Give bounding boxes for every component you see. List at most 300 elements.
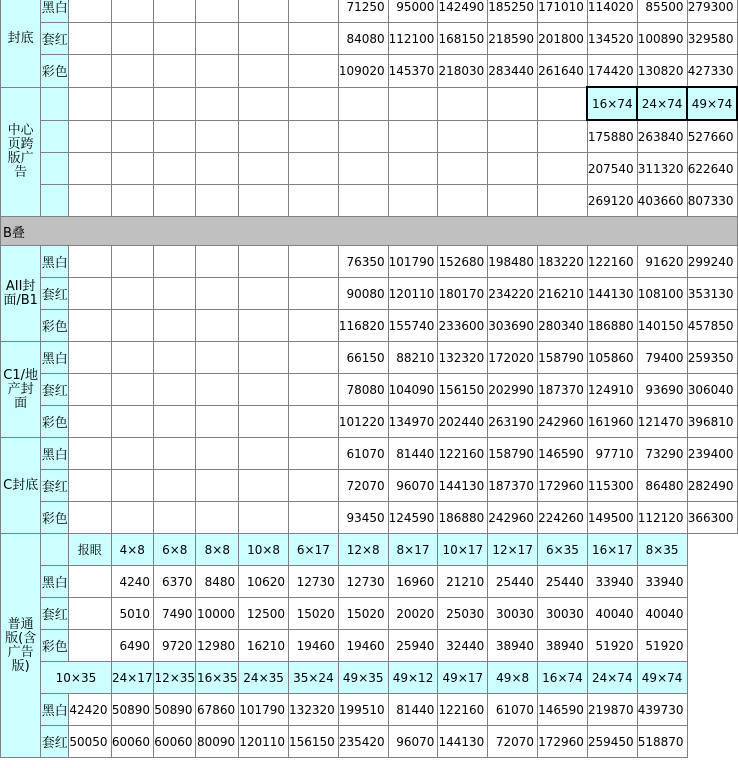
- price-cell: 233600: [438, 310, 488, 342]
- empty-cell: [154, 185, 196, 217]
- table-row: [1, 534, 738, 566]
- empty-cell: [196, 278, 239, 310]
- price-cell: 145370: [388, 55, 438, 88]
- price-cell: 144130: [438, 726, 488, 758]
- table-row: [1, 55, 738, 88]
- price-cell: 12730: [338, 566, 388, 598]
- price-cell: 218030: [438, 55, 488, 88]
- price-cell: 72070: [488, 726, 538, 758]
- price-cell: 101790: [388, 246, 438, 278]
- table-row: [1, 438, 738, 470]
- price-cell: 185250: [488, 0, 538, 23]
- price-cell: 142490: [438, 0, 488, 23]
- price-cell: 8480: [196, 566, 239, 598]
- price-cell: 172960: [538, 470, 588, 502]
- price-cell: 132320: [438, 342, 488, 374]
- price-cell: 439730: [637, 694, 687, 726]
- empty-cell: [154, 120, 196, 153]
- empty-cell: [111, 470, 153, 502]
- price-cell: 66150: [338, 342, 388, 374]
- size-header: 报眼: [69, 534, 111, 566]
- empty-cell: [154, 23, 196, 55]
- empty-cell: [196, 246, 239, 278]
- empty-cell: [111, 246, 153, 278]
- section-row: [1, 217, 738, 246]
- empty-cell: [239, 23, 289, 55]
- price-cell: 527660: [687, 120, 737, 153]
- price-cell: 207540: [587, 153, 637, 185]
- price-cell: 50890: [154, 694, 196, 726]
- price-cell: 51920: [637, 630, 687, 662]
- row-label: 彩色: [41, 502, 69, 534]
- price-cell: 187370: [538, 374, 588, 406]
- price-cell: 263840: [637, 120, 687, 153]
- empty-cell: [69, 438, 111, 470]
- size-header: 35×24: [289, 662, 339, 694]
- price-cell: 146590: [538, 694, 588, 726]
- empty-cell: [154, 87, 196, 120]
- price-cell: 51920: [587, 630, 637, 662]
- row-label: [41, 185, 69, 217]
- price-cell: 100890: [637, 23, 687, 55]
- empty-cell: [239, 87, 289, 120]
- price-cell: 91620: [637, 246, 687, 278]
- empty-cell: [111, 153, 153, 185]
- price-cell: 366300: [687, 502, 737, 534]
- price-cell: 149500: [587, 502, 637, 534]
- price-cell: 807330: [687, 185, 737, 217]
- empty-cell: [69, 406, 111, 438]
- empty-cell: [196, 502, 239, 534]
- empty-cell: [289, 87, 339, 120]
- price-cell: 186880: [438, 502, 488, 534]
- price-cell: 90080: [338, 278, 388, 310]
- price-cell: 33940: [587, 566, 637, 598]
- empty-cell: [154, 470, 196, 502]
- price-cell: 306040: [687, 374, 737, 406]
- price-cell: 93690: [637, 374, 687, 406]
- empty-cell: [488, 153, 538, 185]
- price-cell: 122160: [587, 246, 637, 278]
- empty-cell: [239, 278, 289, 310]
- empty-cell: [69, 566, 111, 598]
- size-header: 4×8: [111, 534, 153, 566]
- price-cell: 140150: [637, 310, 687, 342]
- price-cell: 7490: [154, 598, 196, 630]
- price-cell: 146590: [538, 438, 588, 470]
- price-cell: 25030: [438, 598, 488, 630]
- group-label: 封底: [1, 0, 41, 87]
- price-cell: 124590: [388, 502, 438, 534]
- empty-cell: [196, 185, 239, 217]
- price-cell: 219870: [587, 694, 637, 726]
- price-cell: 50050: [69, 726, 111, 758]
- table-row: [1, 406, 738, 438]
- price-cell: 108100: [637, 278, 687, 310]
- table-row: [1, 246, 738, 278]
- size-header: 16×35: [196, 662, 239, 694]
- row-label: 套红: [41, 726, 69, 758]
- empty-cell: [289, 502, 339, 534]
- price-cell: 21210: [438, 566, 488, 598]
- price-cell: 168150: [438, 23, 488, 55]
- empty-cell: [289, 438, 339, 470]
- empty-cell: [338, 185, 388, 217]
- price-cell: 19460: [289, 630, 339, 662]
- table-row: [1, 374, 738, 406]
- size-header: 8×17: [388, 534, 438, 566]
- price-cell: 280340: [538, 310, 588, 342]
- price-cell: 76350: [338, 246, 388, 278]
- price-cell: 105860: [587, 342, 637, 374]
- empty-cell: [196, 87, 239, 120]
- size-header: 12×35: [154, 662, 196, 694]
- row-label: 黑白: [41, 0, 69, 23]
- table-row: [1, 310, 738, 342]
- price-cell: 172960: [538, 726, 588, 758]
- price-cell: 353130: [687, 278, 737, 310]
- empty-cell: [69, 246, 111, 278]
- empty-cell: [239, 502, 289, 534]
- empty-cell: [239, 310, 289, 342]
- empty-cell: [289, 246, 339, 278]
- price-cell: 121470: [637, 406, 687, 438]
- empty-cell: [239, 55, 289, 88]
- size-header: 6×35: [538, 534, 588, 566]
- section-label: B叠: [1, 217, 738, 246]
- price-cell: 67860: [196, 694, 239, 726]
- price-cell: 124910: [587, 374, 637, 406]
- row-label: [41, 87, 69, 120]
- size-header: 12×17: [488, 534, 538, 566]
- empty-cell: [69, 23, 111, 55]
- table-row: [1, 502, 738, 534]
- price-cell: 40040: [637, 598, 687, 630]
- price-cell: 158790: [488, 438, 538, 470]
- price-cell: 61070: [338, 438, 388, 470]
- empty-cell: [338, 87, 388, 120]
- size-header: 16×74: [538, 662, 588, 694]
- price-cell: 239400: [687, 438, 737, 470]
- price-cell: 32440: [438, 630, 488, 662]
- price-cell: 186880: [587, 310, 637, 342]
- price-cell: 10000: [196, 598, 239, 630]
- price-cell: 10620: [239, 566, 289, 598]
- price-cell: 86480: [637, 470, 687, 502]
- empty-cell: [69, 55, 111, 88]
- price-cell: 25440: [488, 566, 538, 598]
- price-cell: 104090: [388, 374, 438, 406]
- size-header: 8×8: [196, 534, 239, 566]
- empty-cell: [538, 120, 588, 153]
- row-label: [41, 153, 69, 185]
- table-row: [1, 342, 738, 374]
- empty-cell: [154, 153, 196, 185]
- size-header: 49×12: [388, 662, 438, 694]
- price-cell: 279300: [687, 0, 737, 23]
- price-cell: 71250: [338, 0, 388, 23]
- price-cell: 198480: [488, 246, 538, 278]
- row-label: 黑白: [41, 566, 69, 598]
- empty-cell: [438, 120, 488, 153]
- empty-cell: [154, 246, 196, 278]
- price-cell: 175880: [587, 120, 637, 153]
- row-label: 套红: [41, 23, 69, 55]
- price-cell: 202990: [488, 374, 538, 406]
- price-cell: 329580: [687, 23, 737, 55]
- empty-cell: [154, 502, 196, 534]
- size-header: 49×74: [687, 87, 737, 120]
- price-cell: 72070: [338, 470, 388, 502]
- empty-cell: [69, 278, 111, 310]
- empty-cell: [111, 374, 153, 406]
- price-cell: 25940: [388, 630, 438, 662]
- price-cell: 96070: [388, 470, 438, 502]
- price-cell: 303690: [488, 310, 538, 342]
- size-header: 12×8: [338, 534, 388, 566]
- table-row: [1, 470, 738, 502]
- price-cell: 174420: [587, 55, 637, 88]
- price-cell: 396810: [687, 406, 737, 438]
- price-cell: 622640: [687, 153, 737, 185]
- price-cell: 81440: [388, 438, 438, 470]
- price-cell: 101790: [239, 694, 289, 726]
- price-cell: 218590: [488, 23, 538, 55]
- size-header: 10×17: [438, 534, 488, 566]
- empty-cell: [196, 55, 239, 88]
- price-cell: 201800: [538, 23, 588, 55]
- price-cell: 259450: [587, 726, 637, 758]
- empty-cell: [388, 185, 438, 217]
- empty-cell: [289, 310, 339, 342]
- price-cell: 73290: [637, 438, 687, 470]
- price-cell: 172020: [488, 342, 538, 374]
- price-cell: 78080: [338, 374, 388, 406]
- empty-cell: [154, 406, 196, 438]
- price-cell: 12500: [239, 598, 289, 630]
- empty-cell: [289, 374, 339, 406]
- price-cell: 263190: [488, 406, 538, 438]
- empty-cell: [438, 87, 488, 120]
- empty-cell: [111, 55, 153, 88]
- price-cell: 6490: [111, 630, 153, 662]
- price-cell: 84080: [338, 23, 388, 55]
- row-label: 彩色: [41, 406, 69, 438]
- price-cell: 25440: [538, 566, 588, 598]
- empty-cell: [111, 278, 153, 310]
- price-cell: 311320: [637, 153, 687, 185]
- empty-cell: [239, 406, 289, 438]
- size-header: 24×35: [239, 662, 289, 694]
- empty-cell: [69, 0, 111, 23]
- price-cell: 85500: [637, 0, 687, 23]
- empty-cell: [289, 55, 339, 88]
- table-row: [1, 87, 738, 120]
- price-cell: 156150: [289, 726, 339, 758]
- price-cell: 234220: [488, 278, 538, 310]
- empty-cell: [196, 438, 239, 470]
- price-cell: 81440: [388, 694, 438, 726]
- empty-cell: [154, 342, 196, 374]
- price-cell: 122160: [438, 694, 488, 726]
- group-label: AII封面/B1: [1, 246, 41, 342]
- row-label: 彩色: [41, 55, 69, 88]
- price-cell: 33940: [637, 566, 687, 598]
- price-cell: 97710: [587, 438, 637, 470]
- price-cell: 60060: [154, 726, 196, 758]
- empty-cell: [154, 438, 196, 470]
- price-cell: 4240: [111, 566, 153, 598]
- price-cell: 112100: [388, 23, 438, 55]
- group-label: 中心页跨版广告: [1, 87, 41, 217]
- price-cell: 283440: [488, 55, 538, 88]
- size-header: 24×74: [587, 662, 637, 694]
- empty-cell: [488, 87, 538, 120]
- group-label: 普通版(含广告版): [1, 534, 41, 758]
- price-cell: 171010: [538, 0, 588, 23]
- empty-cell: [239, 438, 289, 470]
- price-cell: 109020: [338, 55, 388, 88]
- empty-cell: [196, 0, 239, 23]
- price-cell: 132320: [289, 694, 339, 726]
- price-cell: 112120: [637, 502, 687, 534]
- row-label: 套红: [41, 374, 69, 406]
- empty-cell: [111, 87, 153, 120]
- price-cell: 180170: [438, 278, 488, 310]
- empty-cell: [69, 630, 111, 662]
- empty-cell: [538, 185, 588, 217]
- empty-cell: [69, 153, 111, 185]
- row-label: 套红: [41, 278, 69, 310]
- price-cell: 95000: [388, 0, 438, 23]
- price-cell: 134520: [587, 23, 637, 55]
- table-row: [1, 120, 738, 153]
- empty-cell: [538, 153, 588, 185]
- empty-cell: [239, 470, 289, 502]
- empty-cell: [289, 153, 339, 185]
- price-cell: 427330: [687, 55, 737, 88]
- table-row: [1, 153, 738, 185]
- price-cell: 144130: [438, 470, 488, 502]
- row-label: 黑白: [41, 246, 69, 278]
- price-cell: 156150: [438, 374, 488, 406]
- price-cell: 457850: [687, 310, 737, 342]
- empty-cell: [154, 0, 196, 23]
- table-row: [1, 23, 738, 55]
- table-row: [1, 662, 738, 694]
- empty-cell: [538, 87, 588, 120]
- empty-cell: [488, 120, 538, 153]
- empty-cell: [111, 438, 153, 470]
- size-header: 49×35: [338, 662, 388, 694]
- row-label: [41, 120, 69, 153]
- price-cell: 116820: [338, 310, 388, 342]
- price-cell: 199510: [338, 694, 388, 726]
- price-cell: 19460: [338, 630, 388, 662]
- size-header: 24×74: [637, 87, 687, 120]
- empty-cell: [196, 120, 239, 153]
- price-cell: 114020: [587, 0, 637, 23]
- price-cell: 144130: [587, 278, 637, 310]
- empty-cell: [69, 342, 111, 374]
- empty-cell: [69, 598, 111, 630]
- empty-cell: [69, 374, 111, 406]
- empty-cell: [111, 0, 153, 23]
- price-cell: 20020: [388, 598, 438, 630]
- price-cell: 38940: [538, 630, 588, 662]
- price-cell: 216210: [538, 278, 588, 310]
- size-header: 49×8: [488, 662, 538, 694]
- price-cell: 15020: [338, 598, 388, 630]
- empty-cell: [289, 278, 339, 310]
- price-cell: 115300: [587, 470, 637, 502]
- price-cell: 518870: [637, 726, 687, 758]
- empty-cell: [196, 406, 239, 438]
- price-cell: 61070: [488, 694, 538, 726]
- table-row: [1, 630, 738, 662]
- price-cell: 259350: [687, 342, 737, 374]
- empty-cell: [388, 87, 438, 120]
- empty-cell: [289, 0, 339, 23]
- price-cell: 122160: [438, 438, 488, 470]
- size-header: 24×17: [111, 662, 153, 694]
- price-cell: 6370: [154, 566, 196, 598]
- table-row: [1, 726, 738, 758]
- empty-cell: [111, 406, 153, 438]
- price-cell: 161960: [587, 406, 637, 438]
- empty-cell: [196, 374, 239, 406]
- empty-cell: [289, 470, 339, 502]
- empty-cell: [239, 185, 289, 217]
- size-header: 10×35: [41, 662, 111, 694]
- size-header: 8×35: [637, 534, 687, 566]
- empty-cell: [111, 185, 153, 217]
- empty-cell: [154, 278, 196, 310]
- empty-cell: [111, 120, 153, 153]
- empty-cell: [111, 342, 153, 374]
- price-cell: 12730: [289, 566, 339, 598]
- empty-cell: [69, 502, 111, 534]
- empty-cell: [239, 246, 289, 278]
- price-cell: 261640: [538, 55, 588, 88]
- empty-cell: [154, 374, 196, 406]
- price-cell: 88210: [388, 342, 438, 374]
- empty-cell: [69, 470, 111, 502]
- size-header: 16×74: [587, 87, 637, 120]
- price-cell: 269120: [587, 185, 637, 217]
- price-cell: 187370: [488, 470, 538, 502]
- price-cell: 120110: [239, 726, 289, 758]
- empty-cell: [388, 120, 438, 153]
- price-cell: 101220: [338, 406, 388, 438]
- price-cell: 202440: [438, 406, 488, 438]
- price-cell: 30030: [538, 598, 588, 630]
- empty-cell: [338, 120, 388, 153]
- price-cell: 120110: [388, 278, 438, 310]
- price-cell: 16210: [239, 630, 289, 662]
- price-cell: 403660: [637, 185, 687, 217]
- price-cell: 183220: [538, 246, 588, 278]
- empty-cell: [239, 374, 289, 406]
- empty-cell: [488, 185, 538, 217]
- price-cell: 5010: [111, 598, 153, 630]
- price-cell: 42420: [69, 694, 111, 726]
- price-cell: 60060: [111, 726, 153, 758]
- empty-cell: [289, 120, 339, 153]
- size-header: 49×74: [637, 662, 687, 694]
- table-row: [1, 0, 738, 23]
- empty-cell: [154, 55, 196, 88]
